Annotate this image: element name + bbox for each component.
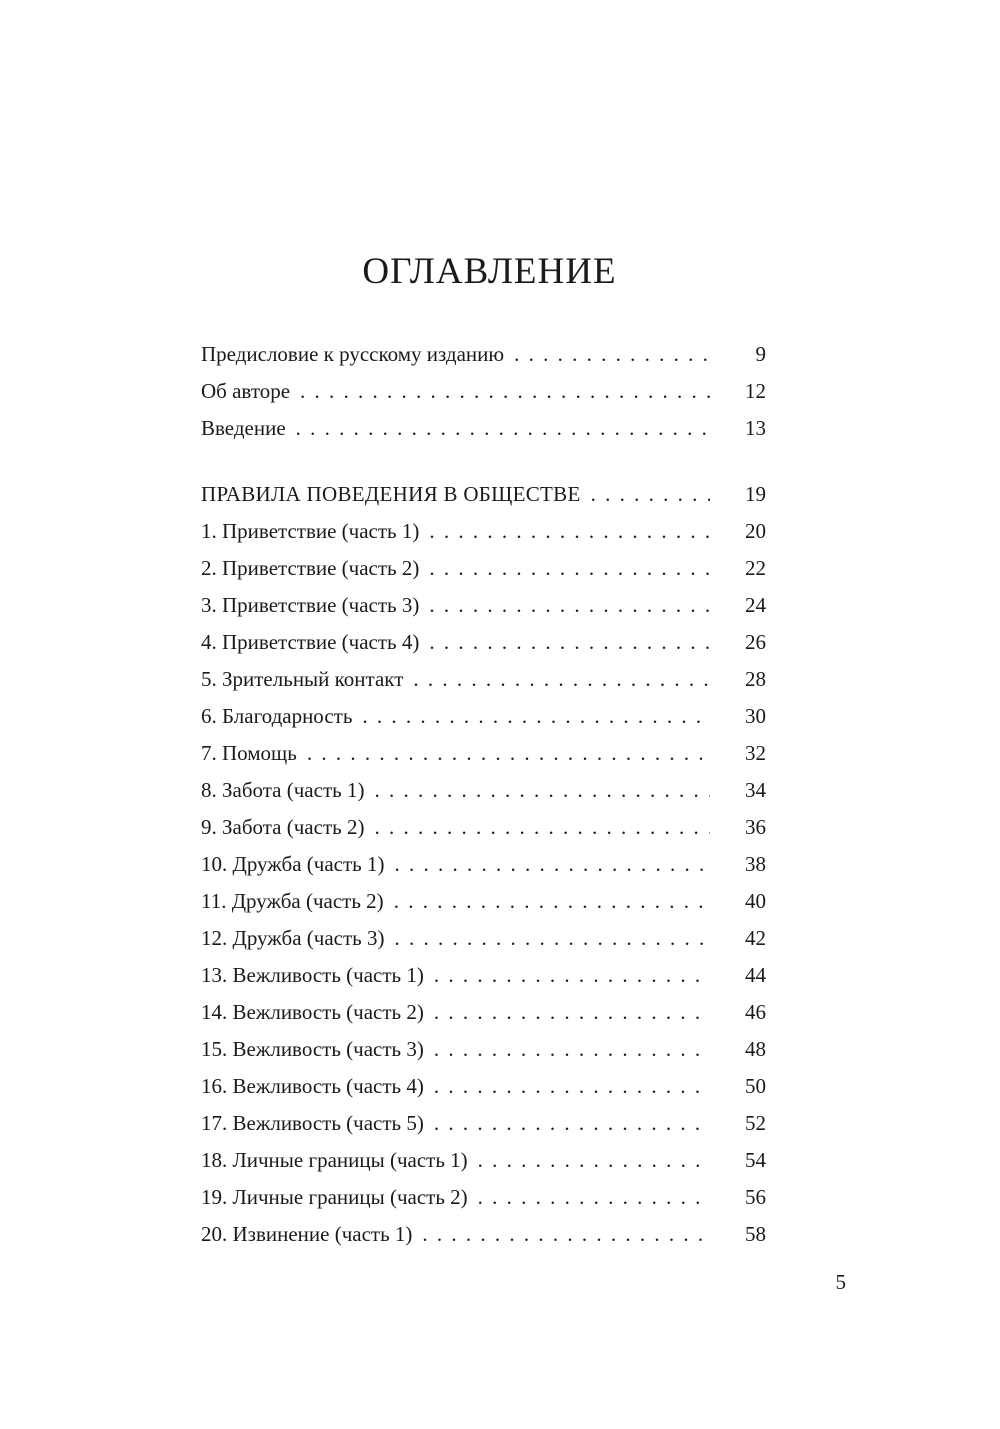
dot-leader — [478, 1142, 710, 1179]
dot-leader — [394, 883, 710, 920]
toc-entry-label: 9. Забота (часть 2) — [201, 815, 365, 839]
toc-entry-label: 17. Вежливость (часть 5) — [201, 1111, 424, 1135]
toc-entry — [201, 772, 766, 809]
toc-entry-label: 10. Дружба (часть 1) — [201, 852, 385, 876]
toc-entry-page: 28 — [745, 667, 766, 691]
toc-entry-label: Об авторе — [201, 379, 291, 403]
toc-entry-page: 58 — [745, 1222, 766, 1246]
dot-leader — [296, 410, 710, 447]
toc-entry — [201, 1031, 766, 1068]
toc-entry-label: 13. Вежливость (часть 1) — [201, 963, 424, 987]
dot-leader — [434, 1031, 710, 1068]
toc-entry-label: 18. Личные границы (часть 1) — [201, 1148, 468, 1172]
table-of-contents — [201, 336, 766, 1253]
toc-entry-page: 38 — [745, 852, 766, 876]
toc-entry-label: 16. Вежливость (часть 4) — [201, 1074, 424, 1098]
toc-entry — [201, 550, 766, 587]
toc-entry-page: 24 — [745, 593, 766, 617]
toc-entry-page: 56 — [745, 1185, 766, 1209]
toc-entry — [201, 1068, 766, 1105]
dot-leader — [434, 994, 710, 1031]
toc-entry-label: 14. Вежливость (часть 2) — [201, 1000, 424, 1024]
toc-entry-page: 54 — [745, 1148, 766, 1172]
toc-entry-label: 7. Помощь — [201, 741, 297, 765]
dot-leader — [307, 735, 710, 772]
toc-entry — [201, 1216, 766, 1253]
toc-entry-label: Предисловие к русскому изданию — [201, 342, 505, 366]
toc-entry-page: 12 — [745, 379, 766, 403]
toc-entry-page: 22 — [745, 556, 766, 580]
dot-leader — [429, 587, 710, 624]
toc-entry-page: 26 — [745, 630, 766, 654]
toc-entry-page: 48 — [745, 1037, 766, 1061]
toc-entry-page: 32 — [745, 741, 766, 765]
toc-entry — [201, 735, 766, 772]
dot-leader — [429, 624, 710, 661]
toc-entry-page: 52 — [745, 1111, 766, 1135]
dot-leader — [394, 846, 710, 883]
toc-entry-page: 40 — [745, 889, 766, 913]
toc-entry-label: 11. Дружба (часть 2) — [201, 889, 384, 913]
toc-entry-label: 12. Дружба (часть 3) — [201, 926, 385, 950]
toc-entry — [201, 410, 766, 447]
toc-section-heading — [201, 476, 766, 513]
dot-leader — [300, 373, 710, 410]
toc-entry-label: 2. Приветствие (часть 2) — [201, 556, 420, 580]
toc-entry — [201, 587, 766, 624]
toc-entry-label: 20. Извинение (часть 1) — [201, 1222, 413, 1246]
toc-entry-page: 44 — [745, 963, 766, 987]
dot-leader — [434, 1105, 710, 1142]
toc-entry — [201, 624, 766, 661]
dot-leader — [374, 809, 710, 846]
toc-entry-page: 50 — [745, 1074, 766, 1098]
toc-entry-label: 8. Забота (часть 1) — [201, 778, 365, 802]
toc-entry — [201, 920, 766, 957]
toc-entry — [201, 698, 766, 735]
toc-entry — [201, 513, 766, 550]
toc-entry-label: 3. Приветствие (часть 3) — [201, 593, 420, 617]
dot-leader — [434, 1068, 710, 1105]
toc-entry-page: 42 — [745, 926, 766, 950]
toc-entry-label: 4. Приветствие (часть 4) — [201, 630, 420, 654]
toc-entry — [201, 1179, 766, 1216]
toc-entry — [201, 1105, 766, 1142]
toc-entry — [201, 994, 766, 1031]
toc-entry-label: Введение — [201, 416, 286, 440]
toc-entry — [201, 661, 766, 698]
page-number: 5 — [835, 1270, 846, 1294]
toc-entry-page: 30 — [745, 704, 766, 728]
dot-leader — [434, 957, 710, 994]
dot-leader — [362, 698, 710, 735]
dot-leader — [591, 476, 710, 513]
dot-leader — [374, 772, 710, 809]
toc-entry — [201, 373, 766, 410]
dot-leader — [429, 550, 710, 587]
page-title: ОГЛАВЛЕНИЕ — [362, 251, 617, 292]
toc-entry — [201, 957, 766, 994]
toc-entry-page: 13 — [745, 416, 766, 440]
toc-entry-page: 9 — [755, 342, 766, 366]
dot-leader — [422, 1216, 710, 1253]
dot-leader — [429, 513, 710, 550]
dot-leader — [478, 1179, 710, 1216]
toc-entry-page: 46 — [745, 1000, 766, 1024]
section-page: 19 — [745, 482, 766, 506]
chapter-list — [201, 513, 766, 1253]
toc-entry — [201, 336, 766, 373]
toc-entry-page: 36 — [745, 815, 766, 839]
toc-entry-label: 15. Вежливость (часть 3) — [201, 1037, 424, 1061]
toc-entry-label: 19. Личные границы (часть 2) — [201, 1185, 468, 1209]
toc-entry-page: 20 — [745, 519, 766, 543]
toc-entry-label: 1. Приветствие (часть 1) — [201, 519, 420, 543]
dot-leader — [413, 661, 710, 698]
toc-entry-label: 5. Зрительный контакт — [201, 667, 404, 691]
dot-leader — [514, 336, 710, 373]
dot-leader — [394, 920, 710, 957]
toc-entry — [201, 1142, 766, 1179]
toc-entry-page: 34 — [745, 778, 766, 802]
toc-entry-label: 6. Благодарность — [201, 704, 353, 728]
section-label: ПРАВИЛА ПОВЕДЕНИЯ В ОБЩЕСТВЕ — [201, 482, 581, 506]
toc-entry — [201, 883, 766, 920]
toc-entry — [201, 809, 766, 846]
toc-entry — [201, 846, 766, 883]
spacer — [201, 447, 766, 476]
